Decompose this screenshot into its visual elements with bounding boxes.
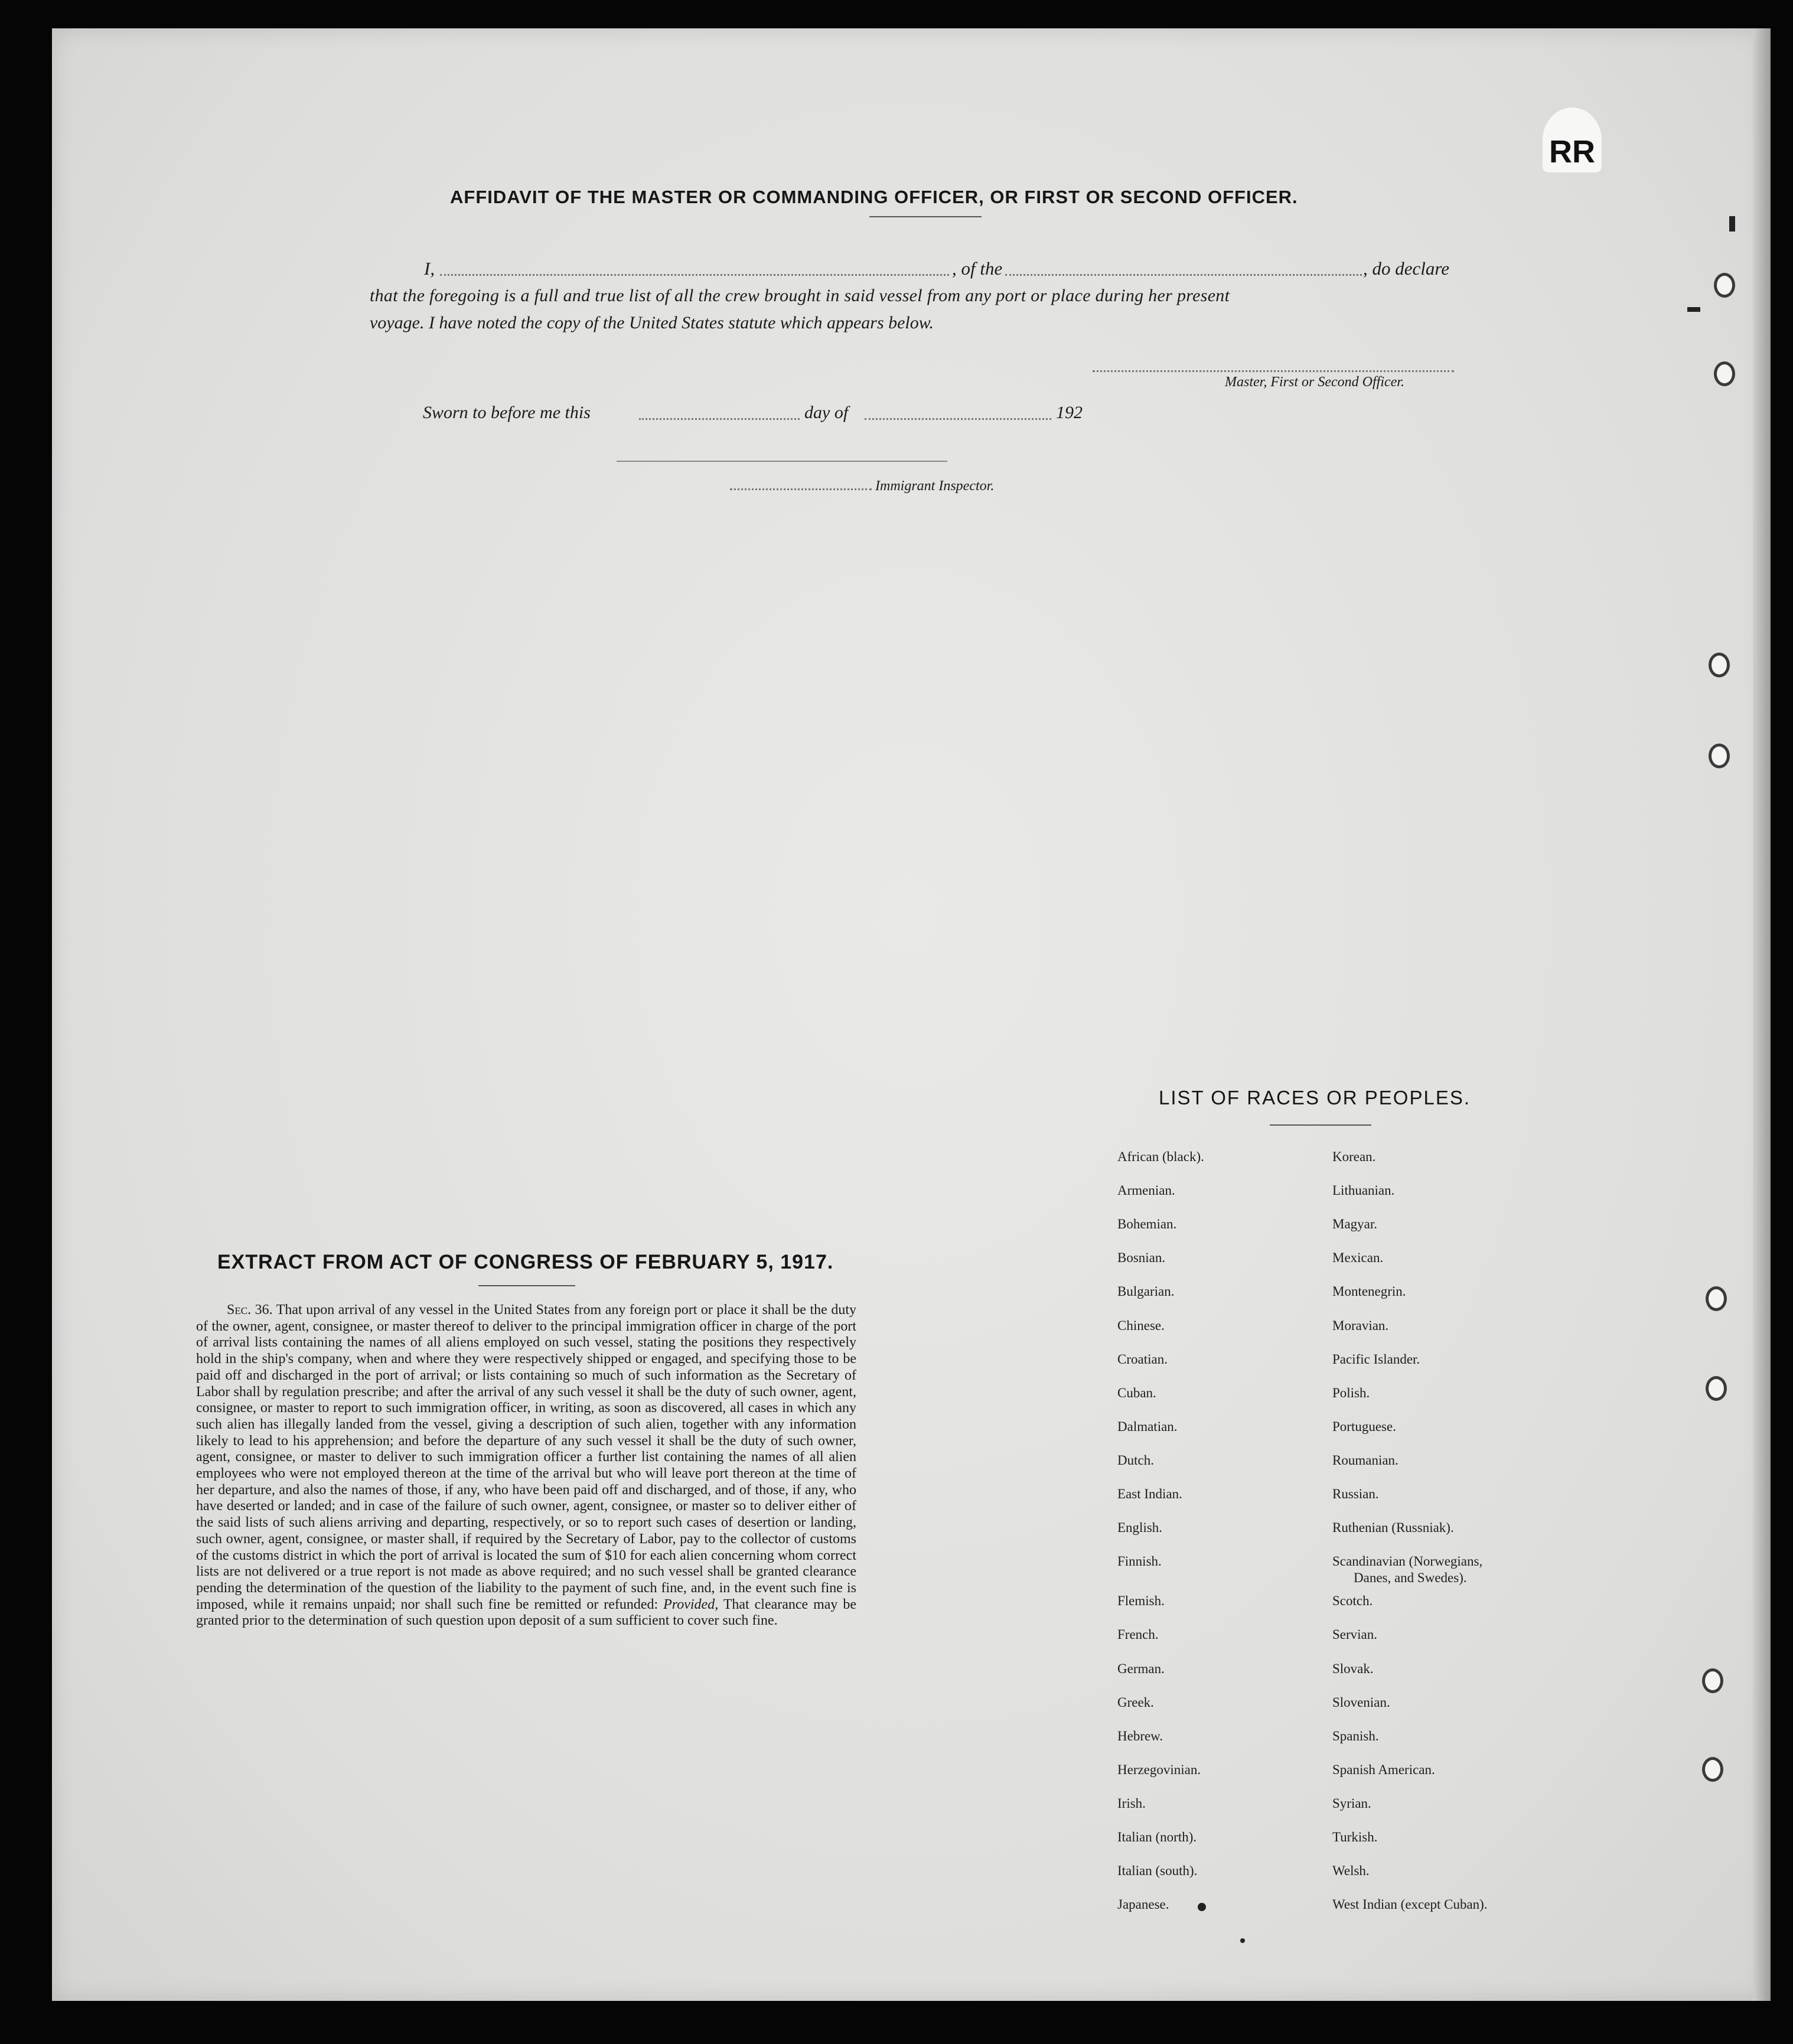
punch-hole [1714,361,1735,386]
officer-signature-caption: Master, First or Second Officer. [1225,374,1404,390]
inspector-signature-line[interactable] [617,461,947,462]
race-item: Slovenian. [1332,1694,1390,1710]
race-item: Ruthenian (Russniak). [1332,1520,1454,1536]
race-item: Irish. [1117,1795,1146,1811]
inspector-name-field[interactable] [730,488,872,490]
race-item: Korean. [1332,1149,1376,1164]
punch-hole [1709,653,1730,677]
punch-hole [1714,273,1735,298]
affidavit-line2: that the foregoing is a full and true list of all the crew brought in said vessel from any port or place during her present [370,286,1230,305]
race-item: Scandinavian (Norwegians, [1332,1554,1483,1569]
race-item: English. [1117,1520,1163,1536]
master-name-field[interactable] [440,274,949,276]
page-edge [1753,28,1771,2001]
punch-hole [1702,1757,1723,1782]
affidavit-i: I, [424,258,435,279]
corner-stamp: RR [1543,107,1602,172]
race-item: Chinese. [1117,1318,1165,1333]
race-item: Finnish. [1117,1554,1162,1569]
race-item: Spanish American. [1332,1762,1435,1777]
race-item: Bosnian. [1117,1250,1166,1266]
race-item: Lithuanian. [1332,1183,1395,1198]
section-label: Sec. 36. [227,1302,273,1318]
race-item: Moravian. [1332,1318,1389,1333]
punch-hole [1706,1286,1727,1311]
race-item: East Indian. [1117,1486,1182,1501]
race-item: Welsh. [1332,1863,1370,1879]
race-item: Dutch. [1117,1452,1154,1468]
affidavit-do-declare: , do declare [1363,258,1450,279]
extract-text-part2: That clearance may be granted prior to the determination of such question upon deposit of a sum sufficient to cover such fine. [196,1596,857,1629]
race-item: Russian. [1332,1486,1379,1501]
ink-speck [1729,216,1735,232]
race-item: German. [1117,1661,1165,1676]
affidavit-of-the: , of the [952,258,1003,279]
vessel-name-field[interactable] [1005,274,1362,276]
race-item: Croatian. [1117,1351,1168,1367]
race-item: Servian. [1332,1627,1378,1642]
race-item: Pacific Islander. [1332,1351,1420,1367]
affidavit-title: AFFIDAVIT OF THE MASTER OR COMMANDING OFFICER, OR FIRST OR SECOND OFFICER. [450,187,1298,207]
race-item: Bulgarian. [1117,1284,1175,1299]
extract-body [196,1302,856,1629]
punch-hole [1702,1668,1723,1693]
race-item: Danes, and Swedes). [1354,1570,1467,1586]
sworn-day-field[interactable] [639,418,800,420]
punch-hole [1706,1376,1727,1401]
sworn-prefix: Sworn to before me this [423,403,591,422]
race-item: Hebrew. [1117,1728,1163,1743]
sworn-month-field[interactable] [865,418,1051,420]
race-item: Syrian. [1332,1795,1371,1811]
race-item: West Indian (except Cuban). [1332,1897,1488,1912]
races-title-rule [1270,1124,1371,1126]
race-item: Flemish. [1117,1593,1165,1609]
sworn-day-of: day of [804,403,849,422]
inspector-caption: Immigrant Inspector. [875,478,995,494]
race-item: Portuguese. [1332,1419,1396,1434]
races-title: LIST OF RACES OR PEOPLES. [1159,1087,1471,1109]
race-item: Mexican. [1332,1250,1384,1266]
race-item: Roumanian. [1332,1452,1398,1468]
extract-title: EXTRACT FROM ACT OF CONGRESS OF FEBRUARY 5, 1917. [217,1251,834,1273]
affidavit-title-rule [869,216,982,217]
race-item: Slovak. [1332,1661,1374,1676]
race-item: Dalmatian. [1117,1419,1178,1434]
officer-signature-field[interactable] [1093,370,1454,372]
ink-speck [1240,1938,1245,1943]
race-item: Polish. [1332,1385,1370,1400]
bleed-through-text [195,127,1553,152]
race-item: Italian (south). [1117,1863,1198,1879]
race-item: Italian (north). [1117,1830,1197,1844]
punch-hole [1709,744,1730,768]
race-item: French. [1117,1627,1159,1642]
race-item: Spanish. [1332,1728,1379,1743]
race-item: Herzegovinian. [1117,1762,1201,1777]
race-item: African (black). [1117,1149,1204,1164]
affidavit-line3: voyage. I have noted the copy of the United States statute which appears below. [370,313,934,332]
race-item: Scotch. [1332,1593,1373,1609]
race-item: Magyar. [1332,1217,1378,1232]
race-item: Cuban. [1117,1385,1156,1400]
sworn-year: 192 [1056,403,1083,422]
race-item: Turkish. [1332,1830,1378,1844]
race-item: Montenegrin. [1332,1284,1406,1299]
extract-title-rule [478,1285,575,1286]
ink-speck [1687,307,1700,312]
ink-speck [1198,1903,1206,1911]
race-item: Greek. [1117,1694,1154,1710]
provided-term: Provided, [663,1596,719,1612]
race-item: Japanese. [1117,1897,1169,1912]
race-item: Armenian. [1117,1183,1175,1198]
race-item: Bohemian. [1117,1217,1177,1232]
extract-text-part1: That upon arrival of any vessel in the United States from any foreign port or place it shall be the duty of the owner, agent, consignee, or master thereof to deliver to the principal immigration officer in charge of the port of arrival lists containing the names of all aliens employed on such vessel, stating the positions they respectively hold in the ship's company, when and where they were respectively shipped or engaged, and specifying those to be paid off and discharged in the port of arrival; or lists containing so much of such information as the Secretary of Labor shall by regulation prescribe; and after the arrival of any such vessel it shall be the duty of such owner, agent, consignee, or master to report to such immigration officer, in writing, as soon as discovered, all cases in which any such alien has illegally landed from the vessel, giving a description of such alien, together with any information likely to lead to his apprehension; and before the departure of any such vessel it shall be the duty of such owner, agent, consignee, or master to deliver to such immigration officer a further list containing the names of all alien employees who were not employed thereon at the time of the arrival but who will leave port thereon at the time of her departure, and also the names of those, if any, who have been paid off and discharged, and of those, if any, who have deserted or landed; and in case of the failure of such owner, agent, consignee, or master so to deliver either of the said lists of such aliens arriving and departing, respectively, or so to report such cases of desertion or landing, such owner, agent, consignee, or master shall, if required by the Secretary of Labor, pay to the collector of customs of the customs district in which the port of arrival is located the sum of $10 for each alien concerning whom correct lists are not delivered or a true report is not made as above required; and no such vessel shall be granted clearance pending the determination of the question of the liability to the payment of such fine, and, in the event such fine is imposed, while it remains unpaid; nor shall such fine be remitted or refunded: [196,1302,857,1612]
